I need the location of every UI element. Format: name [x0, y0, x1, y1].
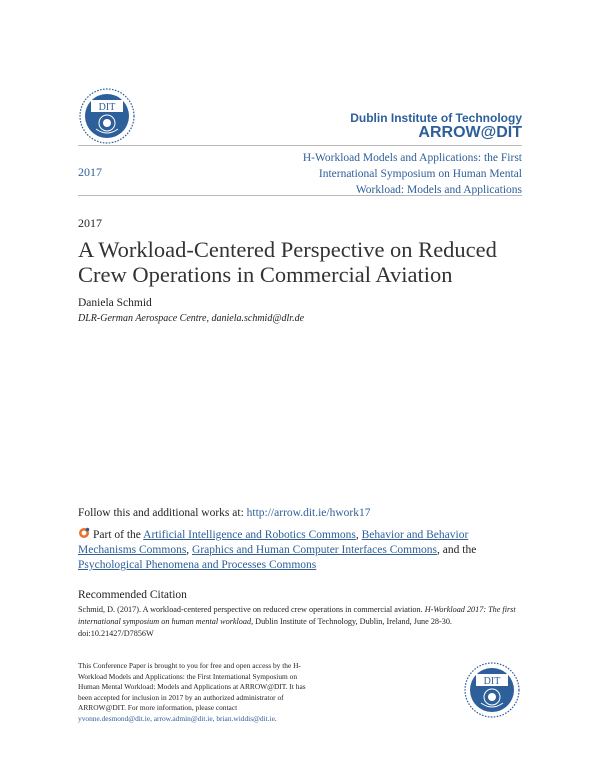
contact-emails-link[interactable]: yvonne.desmond@dit.ie, arrow.admin@dit.ie, brian.widdis@dit.ie: [78, 713, 275, 723]
notice-end: .: [274, 713, 277, 723]
affiliation-text: DLR-German Aerospace Centre, daniela.schmid@dlr.de: [78, 313, 305, 324]
sep-2: ,: [186, 544, 193, 556]
citation-italic: H-Workload 2017: The first international symposium on human mental workload: [78, 605, 516, 626]
notice-text: This Conference Paper is brought to you for free and open access by the H-Workload Models and Applications: the First International Symposium on Human Mental Workload: Models and Applications at ARROW@DIT. It has been accepted for inclusion in 2017 by an authorized administrator of ARROW@DIT. For more information, please contact: [78, 661, 306, 712]
commons-link-ai-robotics[interactable]: Artificial Intelligence and Robotics Commons: [143, 529, 356, 541]
citation-part1: Schmid, D. (2017). A workload-centered perspective on reduced crew operations in commercial aviation.: [78, 605, 425, 614]
collection-url-link[interactable]: http://arrow.dit.ie/hwork17: [246, 507, 371, 519]
divider-bottom: [78, 195, 522, 196]
dit-seal-logo: [78, 87, 136, 145]
commons-link-behavior[interactable]: Behavior and Behavior Mechanisms Commons: [78, 529, 469, 556]
series-title-link[interactable]: H-Workload Models and Applications: the First International Symposium on Human Mental Workload: Models and Applications: [302, 152, 522, 196]
recommended-citation-heading: Recommended Citation: [78, 589, 187, 601]
publication-year: 2017: [78, 216, 102, 230]
repository-name[interactable]: ARROW@DIT: [418, 124, 522, 141]
sep-3: , and the: [437, 544, 477, 556]
paper-title: A Workload-Centered Perspective on Reduced Crew Operations in Commercial Aviation: [78, 237, 497, 287]
follow-line: [78, 507, 370, 519]
seal-text-bottom: DIT: [483, 676, 501, 687]
dit-seal-logo-bottom: [463, 661, 521, 719]
follow-prefix: Follow this and additional works at:: [78, 507, 247, 519]
institution-name[interactable]: Dublin Institute of Technology: [350, 111, 522, 125]
part-of-commons: [78, 527, 528, 573]
citation-text: [78, 604, 528, 640]
divider-top: [78, 145, 522, 146]
commons-link-psychological[interactable]: Psychological Phenomena and Processes Commons: [78, 559, 317, 571]
network-commons-icon: [78, 527, 90, 539]
sep-1: ,: [355, 529, 362, 541]
commons-link-graphics-hci[interactable]: Graphics and Human Computer Interfaces Commons: [192, 544, 438, 556]
part-of-prefix: Part of the: [93, 529, 144, 541]
author-name: Daniela Schmid: [78, 297, 152, 309]
access-notice: [78, 661, 310, 724]
author-affiliation: [78, 313, 304, 324]
citation-part2: , Dublin Institute of Technology, Dublin, Ireland, June 28-30. doi:10.21427/D7856W: [78, 617, 452, 638]
seal-text: DIT: [98, 102, 116, 113]
collection-year-link[interactable]: 2017: [78, 165, 102, 179]
